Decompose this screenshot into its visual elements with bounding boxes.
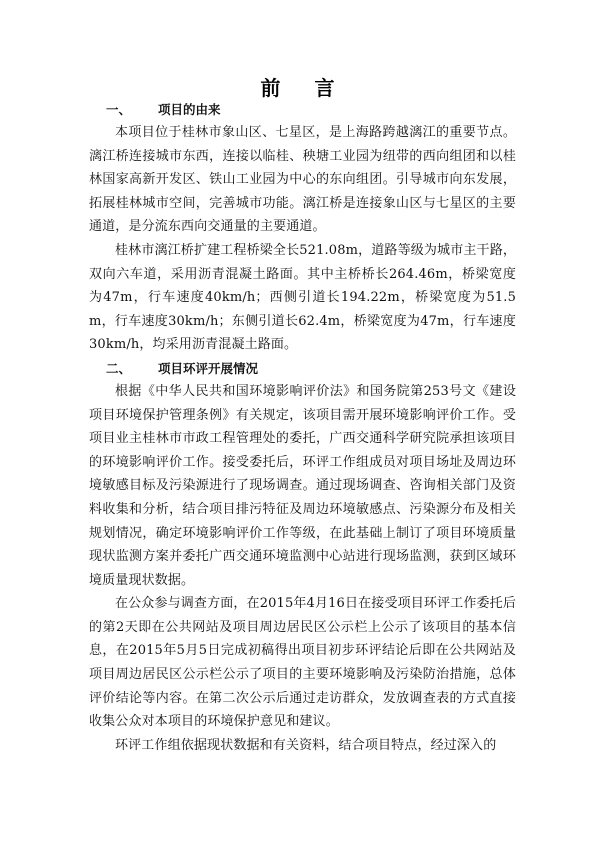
paragraph: 在公众参与调查方面，在2015年4月16日在接受项目环评工作委托后的第2天即在公共网站及项目周边居民区公示栏上公示了该项目的基本信息，在2015年5月5日完成初稿得出项目初步环评结论后即在公共网站及项目周边居民区公示栏公示了项目的主要环境影响及污染防治措施，总体评价结论等内容。在第二次公示后通过走访群众，发放调查表的方式直接收集公众对本项目的环境保护意见和建议。 — [89, 596, 516, 730]
section-number: 一、 — [106, 102, 132, 117]
page-title: 前言 — [260, 76, 369, 100]
paragraph: 根据《中华人民共和国环境影响评价法》和国务院第253号文《建设项目环境保护管理条例》有关规定，该项目需开展环境影响评价工作。受项目业主桂林市市政工程管理处的委托，广西交通科学研究院承担该项目的环境影响评价工作。接受委托后，环评工作组成员对项目场址及周边环境敏感目标及污染源进行了现场调查。通过现场调查、咨询相关部门及资料收集和分析，结合项目排污特征及周边环境敏感点、污染源分布及相关规划情况，确定环境影响评价工作等级，在此基础上制订了项目环境质量现状监测方案并委托广西交通环境监测中心站进行现场监测，获到区域环境质量现状数据。 — [89, 383, 516, 588]
paragraph: 本项目位于桂林市象山区、七星区，是上海路跨越漓江的重要节点。漓江桥连接城市东西，连接以临桂、秧塘工业园为纽带的西向组团和以桂林国家高新开发区、铁山工业园为中心的东向组团。引导城市向东发展，拓展桂林城市空间，完善城市功能。漓江桥是连接象山区与七星区的主要通道，是分流东西向交通量的主要通道。 — [89, 125, 516, 235]
paragraph: 环评工作组依据现状数据和有关资料，结合项目特点，经过深入的 — [115, 737, 497, 753]
paragraph: 桂林市漓江桥扩建工程桥梁全长521.08m，道路等级为城市主干路，双向六车道，采用沥青混凝土路面。其中主桥桥长264.46m，桥梁宽度为47m，行车速度40km/h；西侧引道长194.22m，桥梁宽度为51.5m，行车速度30km/h；东侧引道长62.4m，桥梁宽度为47m，行车速度30km/h，均采用沥青混凝土路面。 — [89, 242, 516, 353]
section-title: 项目的由来 — [158, 102, 221, 117]
section-number: 二、 — [106, 360, 132, 376]
section-heading — [89, 357, 516, 380]
section-title: 项目环评开展情况 — [158, 360, 259, 376]
document-body — [89, 98, 516, 757]
section-heading — [89, 98, 516, 121]
